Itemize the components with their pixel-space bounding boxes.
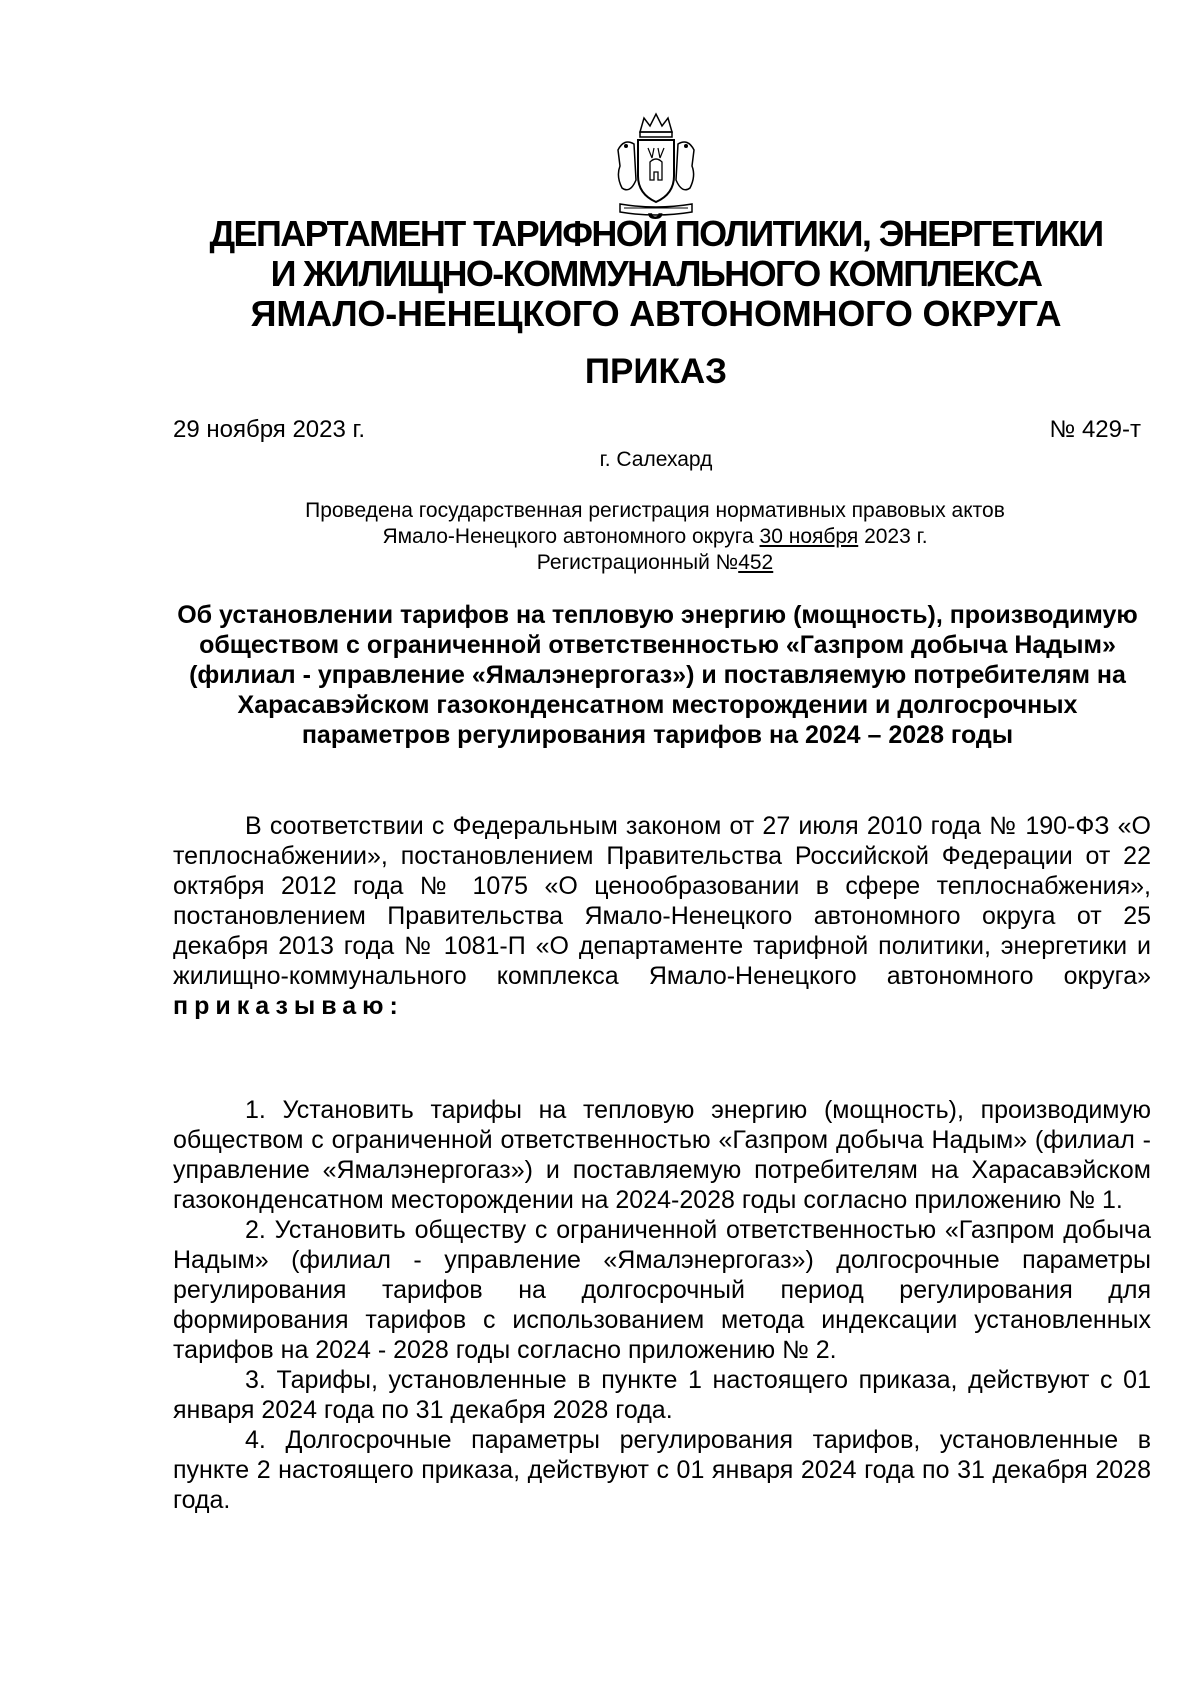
document-date: 29 ноября 2023 г. — [173, 416, 365, 443]
document-number: № 429-т — [1049, 416, 1141, 443]
order-item: 1. Установить тарифы на тепловую энергию (мощность), производимую обществом с ограниченной ответственностью «Газпром добыча Надым» (филиал - управление «Ямалэнергогаз») и поставляемую потребителям на Харасавэйском газоконденсатном месторождении на 2024-2028 годы согласно приложению № 1. — [173, 1096, 1151, 1214]
registration-year: 2023 г. — [864, 525, 928, 548]
yamal-coat-of-arms-icon — [610, 110, 702, 218]
header-line-2: И ЖИЛИЩНО-КОММУНАЛЬНОГО КОМПЛЕКСА — [270, 253, 1042, 294]
document-city: г. Салехард — [599, 448, 713, 471]
order-subject-title: Об установлении тарифов на тепловую энергию (мощность), производимую обществом с ограниченной ответственностью «Газпром добыча Надым» (филиал - управление «Ямалэнергогаз») и поставляемую потребителям на Харасавэйском газоконденсатном месторождении и долгосрочных параметров регулирования тарифов на 2024 – 2028 годы — [177, 601, 1138, 749]
registration-region: Ямало-Ненецкого автономного округа — [382, 525, 754, 548]
registration-line-3 — [0, 550, 1200, 576]
order-item: 3. Тарифы, установленные в пункте 1 настоящего приказа, действуют с 01 января 2024 года по 31 декабря 2028 года. — [173, 1366, 1151, 1424]
order-items — [173, 1095, 1151, 1515]
registration-note — [0, 498, 1200, 576]
order-item: 2. Установить обществу с ограниченной ответственностью «Газпром добыча Надым» (филиал - управление «Ямалэнергогаз») долгосрочные параметры регулирования тарифов на долгосрочный период регулирования для формирования тарифов с использованием метода индексации установленных тарифов на 2024 - 2028 годы согласно приложению № 2. — [173, 1216, 1151, 1364]
header-line-3: ЯМАЛО-НЕНЕЦКОГО АВТОНОМНОГО ОКРУГА — [250, 293, 1062, 334]
order-word: приказываю: — [173, 992, 404, 1020]
department-header — [0, 214, 1200, 334]
header-line-1: ДЕПАРТАМЕНТ ТАРИФНОЙ ПОЛИТИКИ, ЭНЕРГЕТИКИ — [209, 213, 1103, 254]
registration-date: 30 ноября — [759, 525, 859, 548]
preamble-text: В соответствии с Федеральным законом от 27 июля 2010 года № 190-ФЗ «О теплоснабжении», постановлением Правительства Российской Федерации от 22 октября 2012 года № 1075 «О ценообразовании в сфере теплоснабжения», постановлением Правительства Ямало-Ненецкого автономного округа от 25 декабря 2013 года № 1081-П «О департаменте тарифной политики, энергетики и жилищно-коммунального комплекса Ямало-Ненецкого автономного округа» — [173, 812, 1151, 990]
registration-number: 452 — [738, 551, 774, 574]
registration-line-2 — [0, 524, 1200, 550]
registration-line-1: Проведена государственная регистрация нормативных правовых актов — [305, 499, 1005, 522]
order-item: 4. Долгосрочные параметры регулирования тарифов, установленные в пункте 2 настоящего приказа, действуют с 01 января 2024 года по 31 декабря 2028 года. — [173, 1426, 1151, 1514]
registration-number-label: Регистрационный № — [536, 551, 739, 574]
document-type-title: ПРИКАЗ — [584, 352, 728, 391]
preamble-paragraph — [173, 811, 1151, 1021]
